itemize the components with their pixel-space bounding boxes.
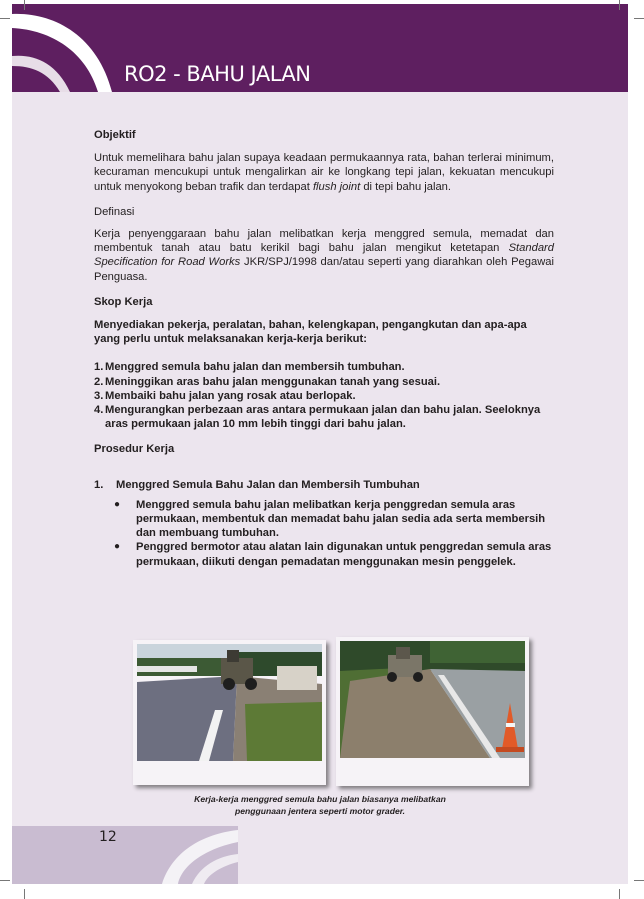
footer-swoosh-icon: [12, 826, 238, 884]
main-content: [94, 128, 554, 569]
list-item: 2. Meninggikan aras bahu jalan menggunakan tanah yang sesuai.: [94, 375, 441, 388]
list-item: 4. Mengurangkan perbezaan aras antara permukaan jalan dan bahu jalan. Seeloknya aras permukaan jalan 10 mm lebih tinggi dari bahu jalan.: [94, 404, 541, 431]
definasi-text-end: JKR/SPJ/1998 dan/atau seperti yang diarahkan oleh Pegawai Penguasa.: [94, 256, 555, 283]
crop-mark: [24, 889, 25, 899]
skop-heading: Skop Kerja: [94, 295, 153, 308]
definasi-text: Kerja penyenggaraan bahu jalan melibatkan kerja menggred semula, memadat dan membentuk tanah atau batu kerikil bagi bahu jalan mengikut ketetapan: [94, 228, 554, 255]
road-grader-photo-right: [340, 641, 525, 758]
prosedur-heading: Prosedur Kerja: [94, 443, 175, 456]
crop-mark: [619, 889, 620, 899]
definasi-paragraph: [94, 227, 554, 284]
list-item: 1. Menggred semula bahu jalan dan membersih tumbuhan.: [94, 361, 405, 374]
step-1-bullets: [94, 498, 554, 569]
photo-caption: Kerja-kerja menggred semula bahu jalan biasanya melibatkan penggunaan jentera seperti motor grader.: [194, 794, 446, 816]
header-banner: [12, 4, 628, 92]
crop-mark: [619, 0, 620, 10]
definasi-italic: Standard Specification for Road Works: [94, 242, 554, 269]
footer-band: [12, 826, 238, 884]
skop-list: [94, 360, 554, 431]
page-number: 12: [99, 829, 117, 845]
page-title: RO2 - BAHU JALAN: [124, 62, 311, 86]
road-grader-photo-left: [137, 644, 322, 761]
swoosh-logo-icon: [12, 4, 142, 92]
skop-intro: Menyediakan pekerja, peralatan, bahan, kelengkapan, pengangkutan dan apa-apa yang perlu untuk melaksanakan kerja-kerja berikut:: [94, 319, 527, 346]
crop-mark: [634, 18, 644, 19]
crop-mark: [0, 880, 10, 881]
list-item: ● Penggred bermotor atau alatan lain digunakan untuk penggredan semula aras permukaan, diikuti dengan pemadatan menggunakan mesin penggelek.: [114, 541, 552, 568]
step-1-heading: 1. Menggred Semula Bahu Jalan dan Membersih Tumbuhan: [94, 478, 420, 491]
crop-mark: [0, 18, 10, 19]
objektif-italic: flush joint: [312, 180, 361, 193]
list-item: ● Menggred semula bahu jalan melibatkan kerja penggredan semula aras permukaan, membentuk dan memadat bahu jalan sedia ada serta membersih dan membuang tumbuhan.: [114, 498, 546, 540]
crop-mark: [634, 880, 644, 881]
list-item: 3. Membaiki bahu jalan yang rosak atau berlopak.: [94, 389, 356, 402]
objektif-heading: Objektif: [94, 129, 136, 141]
objektif-text: Untuk memelihara bahu jalan supaya keadaan permukaannya rata, bahan terlerai minimum, kecuraman mencukupi untuk mengalirkan air ke longkang tepi jalan, kekuatan mencukupi untuk menyokong beban trafik dan terdapat: [94, 152, 554, 193]
objektif-paragraph: [94, 151, 554, 194]
crop-mark: [24, 0, 25, 10]
objektif-text-end: di tepi bahu jalan.: [363, 180, 452, 193]
definasi-heading: Definasi: [94, 205, 135, 218]
